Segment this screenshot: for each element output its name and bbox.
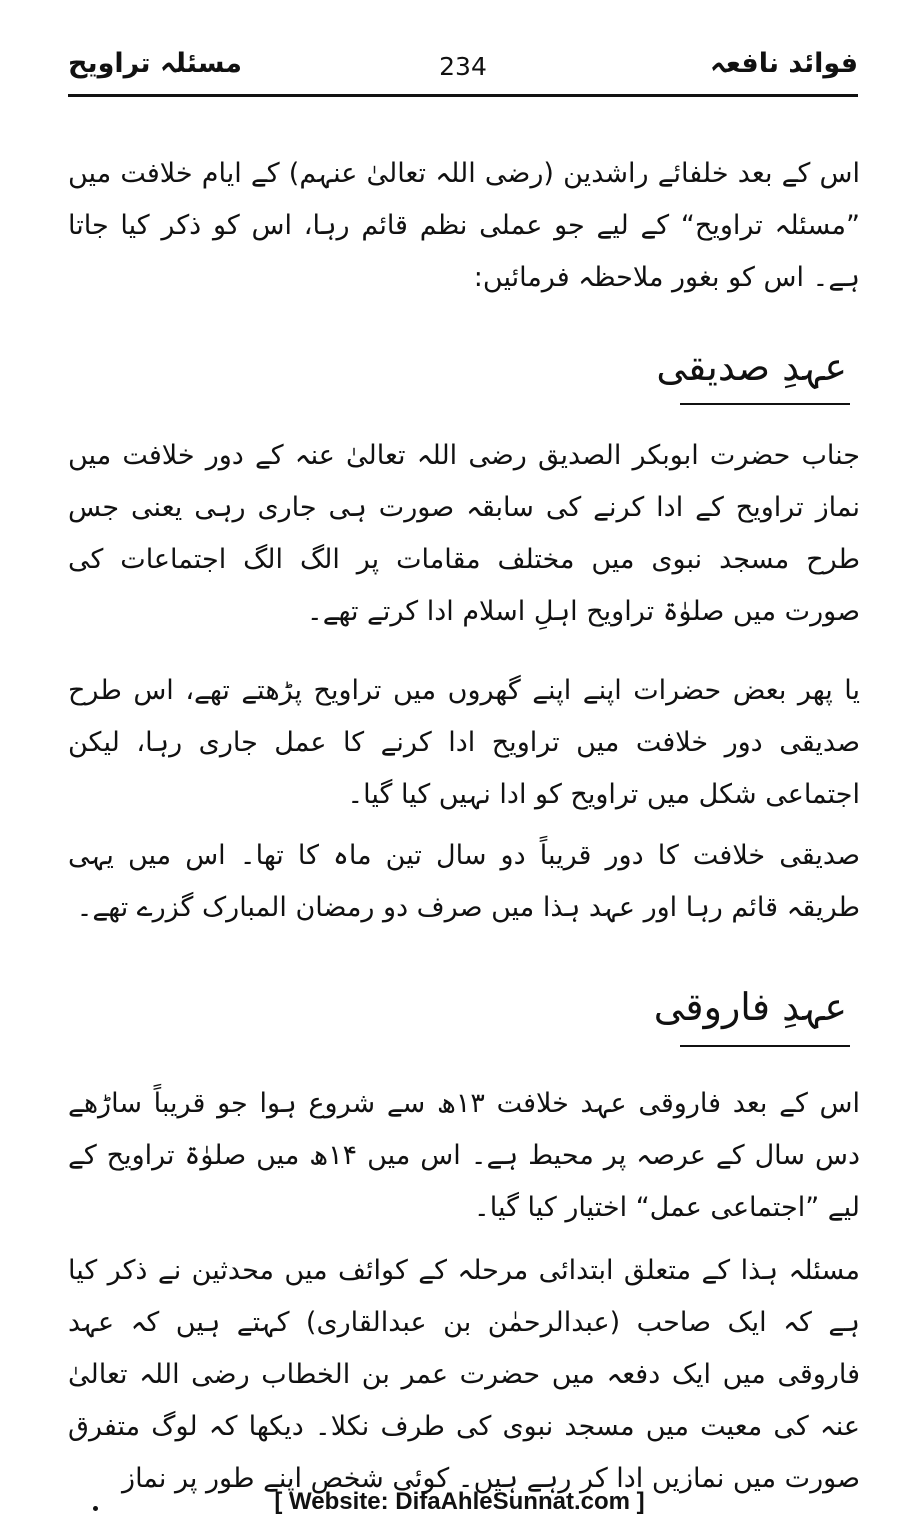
page-header — [68, 48, 858, 92]
intro-paragraph: اس کے بعد خلفائے راشدین (رضی اللہ تعالیٰ عنہم) کے ایام خلافت میں ”مسئلہ تراویح“ کے لیے جو عملی نظم قائم رہا، اس کو ذکر کیا جاتا ہے۔ اس کو بغور ملاحظہ فرمائیں: — [68, 158, 860, 293]
book-title: فوائد نافعہ — [709, 48, 858, 79]
heading-siddiqi: عہدِ صدیقی — [656, 345, 847, 389]
farooqi-paragraph-2: مسئلہ ہذا کے متعلق ابتدائی مرحلہ کے کوائف میں محدثین نے ذکر کیا ہے کہ ایک صاحب (عبدالرحمٰن بن عبدالقاری) کہتے ہیں کہ عہد فاروقی میں ایک دفعہ میں حضرت عمر بن الخطاب رضی اللہ تعالیٰ عنہ کی معیت میں مسجد نبوی کی طرف نکلا۔ دیکھا کہ لوگ متفرق صورت میں نمازیں ادا کر رہے ہیں۔ کوئی شخص اپنے طور پر نماز — [68, 1255, 860, 1494]
heading-farooqi-underline — [680, 1045, 850, 1047]
siddiqi-paragraph-3: صدیقی خلافت کا دور قریباً دو سال تین ماہ کا تھا۔ اس میں یہی طریقہ قائم رہا اور عہد ہذا میں صرف دو رمضان المبارک گزرے تھے۔ — [68, 840, 860, 923]
farooqi-paragraph-1: اس کے بعد فاروقی عہد خلافت ۱۳ھ سے شروع ہوا جو قریباً ساڑھے دس سال کے عرصہ پر محیط ہے۔ اس میں ۱۴ھ میں صلوٰۃ تراویح کے لیے ”اجتماعی عمل“ اختیار کیا گیا۔ — [68, 1088, 860, 1223]
header-divider — [68, 94, 858, 97]
page-number: 234 — [439, 52, 487, 81]
heading-farooqi: عہدِ فاروقی — [653, 985, 847, 1029]
chapter-title: مسئلہ تراویح — [68, 48, 243, 79]
siddiqi-paragraph-1: جناب حضرت ابوبکر الصدیق رضی اللہ تعالیٰ عنہ کے دور خلافت میں نماز تراویح کے ادا کرنے کی سابقہ صورت ہی جاری رہی یعنی جس طرح مسجد نبوی میں مختلف مقامات پر الگ الگ اجتماعات کی صورت میں صلوٰۃ تراویح اہلِ اسلام ادا کرتے تھے۔ — [68, 440, 860, 627]
website-footer: [ Website: DifaAhleSunnat.com ] — [274, 1488, 645, 1515]
heading-siddiqi-underline — [680, 403, 850, 405]
siddiqi-paragraph-2: یا پھر بعض حضرات اپنے اپنے گھروں میں تراویح پڑھتے تھے، اس طرح صدیقی دور خلافت میں تراویح ادا کرنے کا عمل جاری رہا، لیکن اجتماعی شکل میں تراویح کو ادا نہیں کیا گیا۔ — [68, 675, 860, 810]
